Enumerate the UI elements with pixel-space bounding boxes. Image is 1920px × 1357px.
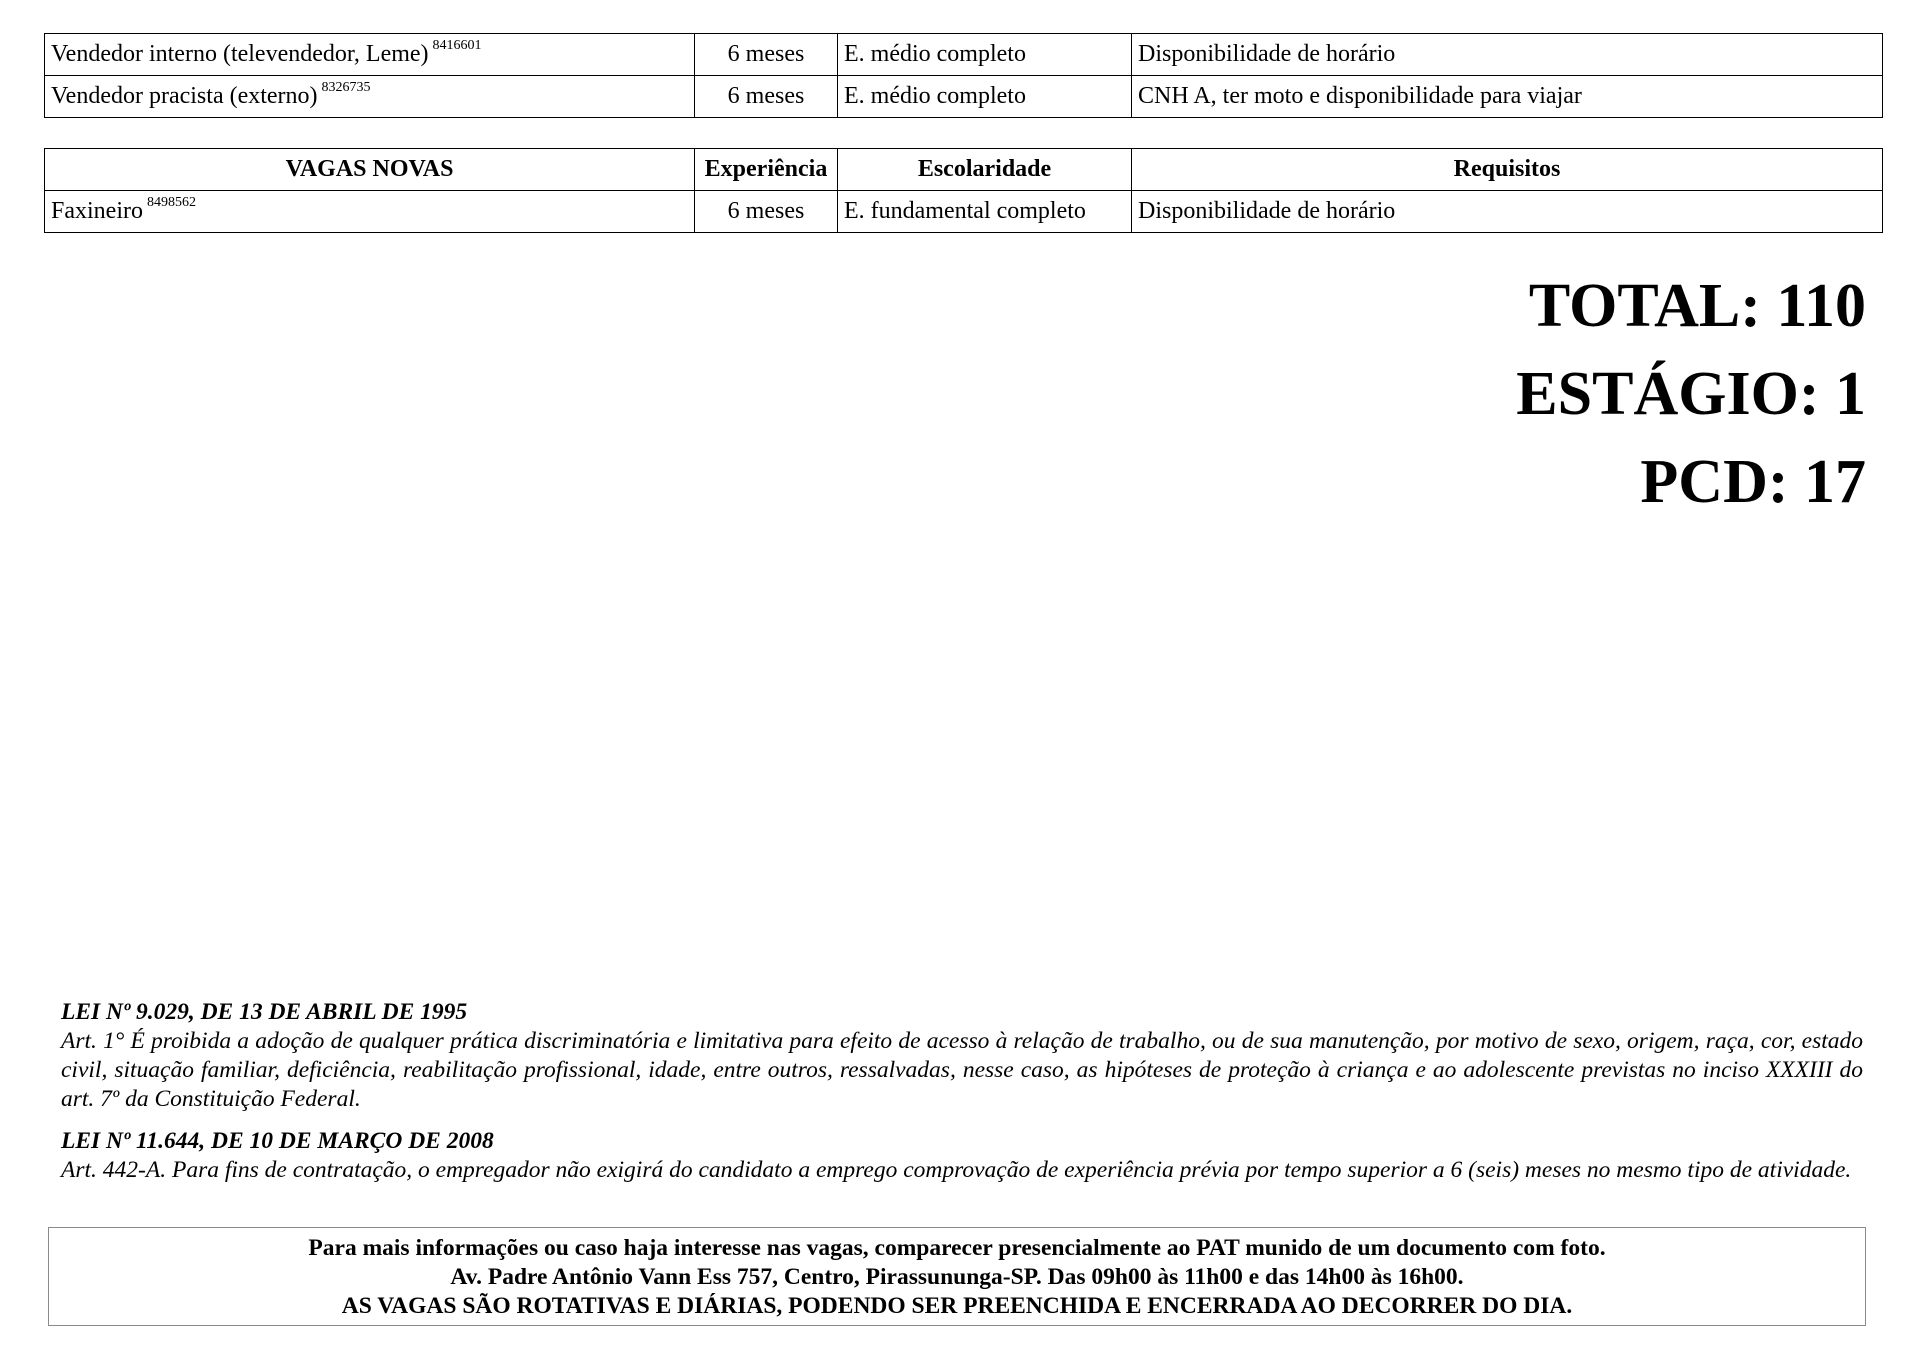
pcd-count: PCD: 17 [1640, 448, 1866, 516]
education-cell: E. médio completo [838, 76, 1132, 118]
job-code: 8498562 [146, 195, 196, 211]
requirements-cell: CNH A, ter moto e disponibilidade para viajar [1132, 76, 1883, 118]
job-title: Faxineiro [51, 198, 143, 225]
requirements-cell: Disponibilidade de horário [1132, 191, 1883, 233]
job-code: 8416601 [432, 38, 482, 54]
table-row [45, 191, 1883, 233]
experience-cell: 6 meses [695, 34, 838, 76]
header-requisitos: Requisitos [1132, 149, 1883, 191]
law-block-11644 [61, 1127, 1863, 1185]
law-title: LEI Nº 9.029, DE 13 DE ABRIL DE 1995 [61, 999, 468, 1025]
estagio-count: ESTÁGIO: 1 [1516, 360, 1866, 428]
table-row [45, 34, 1883, 76]
law-title: LEI Nº 11.644, DE 10 DE MARÇO DE 2008 [61, 1128, 494, 1154]
footer-address-line: Av. Padre Antônio Vann Ess 757, Centro, Pirassununga-SP. Das 09h00 às 11h00 e das 14h00 às 16h00. [450, 1264, 1464, 1290]
job-title-cell [45, 76, 695, 118]
job-title: Vendedor interno (televendedor, Leme) [51, 41, 429, 68]
job-title-cell [45, 34, 695, 76]
total-count: TOTAL: 110 [1528, 272, 1866, 340]
job-title-cell [45, 191, 695, 233]
footer-notice-line: AS VAGAS SÃO ROTATIVAS E DIÁRIAS, PODENDO SER PREENCHIDA E ENCERRADA AO DECORRER DO DIA. [341, 1293, 1573, 1319]
law-block-9029 [61, 998, 1863, 1114]
education-cell: E. fundamental completo [838, 191, 1132, 233]
table-header-row [45, 149, 1883, 191]
experience-cell: 6 meses [695, 191, 838, 233]
header-vagas-novas: VAGAS NOVAS [45, 149, 695, 191]
education-cell: E. médio completo [838, 34, 1132, 76]
law-text: Art. 442-A. Para fins de contratação, o empregador não exigirá do candidato a emprego comprovação de experiência prévia por tempo superior a 6 (seis) meses no mesmo tipo de atividade. [61, 1157, 1852, 1183]
law-text: Art. 1° É proibida a adoção de qualquer prática discriminatória e limitativa para efeito de acesso à relação de trabalho, ou de sua manutenção, por motivo de sexo, origem, raça, cor, estado civil, situação familiar, deficiência, reabilitação profissional, idade, entre outros, ressalvadas, nesse caso, as hipóteses de proteção à criança e ao adolescente previstas no inciso XXXIII do art. 7º da Constituição Federal. [61, 1028, 1863, 1112]
job-title: Vendedor pracista (externo) [51, 83, 318, 110]
job-table-continued [44, 33, 1883, 118]
new-jobs-table [44, 148, 1883, 233]
info-footer-box [48, 1227, 1866, 1326]
job-code: 8326735 [321, 80, 371, 96]
header-escolaridade: Escolaridade [838, 149, 1132, 191]
experience-cell: 6 meses [695, 76, 838, 118]
table-row [45, 76, 1883, 118]
header-experiencia: Experiência [695, 149, 838, 191]
requirements-cell: Disponibilidade de horário [1132, 34, 1883, 76]
footer-info-line: Para mais informações ou caso haja interesse nas vagas, comparecer presencialmente ao PAT munido de um documento com foto. [308, 1235, 1606, 1261]
